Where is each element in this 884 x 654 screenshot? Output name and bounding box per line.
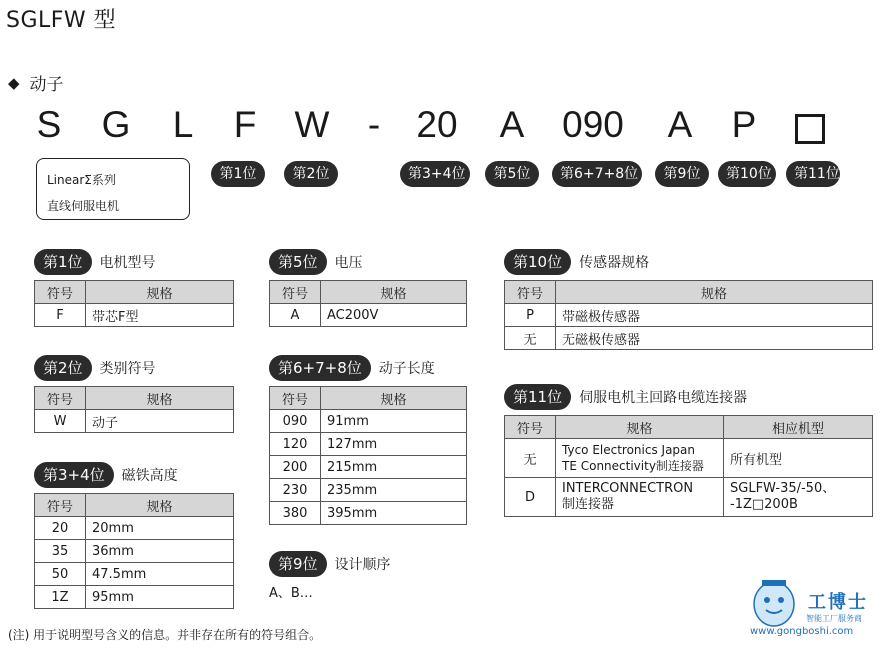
spec-table <box>269 280 467 327</box>
cell-spec <box>556 478 724 517</box>
model-char: A <box>499 104 525 145</box>
block-pill: 第11位 <box>504 384 571 410</box>
table-row <box>505 478 873 517</box>
cell-spec: 395mm <box>321 502 467 525</box>
cell-spec-line: INTERCONNECTRON <box>562 481 694 496</box>
block-pill: 第10位 <box>504 249 571 275</box>
block-pill: 第5位 <box>269 249 327 275</box>
block-pill: 第1位 <box>34 249 92 275</box>
cell-spec: 动子 <box>86 410 234 433</box>
block-title: 设计顺序 <box>334 557 391 573</box>
col-header-model: 相应机型 <box>724 416 873 439</box>
block-title: 动子长度 <box>378 361 435 377</box>
spec-table <box>504 415 873 517</box>
col-header-spec: 规格 <box>86 387 234 410</box>
table-row <box>270 479 467 502</box>
col-header-spec: 规格 <box>321 387 467 410</box>
block-position-3-4 <box>34 462 234 609</box>
table-row <box>35 304 234 327</box>
block-title: 磁铁高度 <box>121 468 178 484</box>
model-char: 090 <box>562 104 624 145</box>
cell-model <box>724 478 873 517</box>
col-header-symbol: 符号 <box>505 281 556 304</box>
cell-spec: 20mm <box>86 517 234 540</box>
logo-name: 工博士 <box>808 592 868 613</box>
block-pill: 第2位 <box>34 355 92 381</box>
cell-symbol: 200 <box>270 456 321 479</box>
block-pill: 第3+4位 <box>34 462 114 488</box>
table-row <box>505 304 873 327</box>
cell-symbol: 230 <box>270 479 321 502</box>
cell-spec: 95mm <box>86 586 234 609</box>
design-order-options: A、B… <box>269 586 313 601</box>
spec-table <box>34 280 234 327</box>
block-title: 传感器规格 <box>579 255 650 271</box>
col-header-symbol: 符号 <box>270 387 321 410</box>
model-char: P <box>731 104 757 145</box>
table-row <box>35 410 234 433</box>
cell-spec: 带磁极传感器 <box>556 304 873 327</box>
cell-spec: 235mm <box>321 479 467 502</box>
block-title: 类别符号 <box>99 361 156 377</box>
block-position-9 <box>269 551 391 601</box>
cell-spec-line: 制连接器 <box>562 497 615 512</box>
series-subtitle: 直线伺服电机 <box>47 199 120 213</box>
model-char: L <box>172 104 194 145</box>
block-position-1 <box>34 249 234 327</box>
spec-table <box>269 386 467 525</box>
logo-tagline: 智能工厂服务商 <box>806 614 862 623</box>
col-header-spec: 规格 <box>556 416 724 439</box>
cell-spec: 91mm <box>321 410 467 433</box>
model-char: S <box>36 104 62 145</box>
cell-symbol: 090 <box>270 410 321 433</box>
cell-symbol: 1Z <box>35 586 86 609</box>
position-pill-5: 第5位 <box>485 161 539 187</box>
mascot-logo-icon <box>748 576 800 632</box>
position-pill-2: 第2位 <box>284 161 338 187</box>
cell-model <box>724 439 873 478</box>
col-header-symbol: 符号 <box>35 494 86 517</box>
cell-spec: 215mm <box>321 456 467 479</box>
cell-spec-line: Tyco Electronics Japan <box>562 443 696 457</box>
cell-symbol: 无 <box>505 327 556 350</box>
col-header-spec: 规格 <box>556 281 873 304</box>
cell-symbol: 380 <box>270 502 321 525</box>
cell-symbol: 无 <box>505 439 556 478</box>
table-row <box>270 456 467 479</box>
cell-symbol: W <box>35 410 86 433</box>
block-position-11 <box>504 384 873 517</box>
block-title: 伺服电机主回路电缆连接器 <box>579 390 748 406</box>
cell-spec: 带芯F型 <box>86 304 234 327</box>
table-row <box>505 327 873 350</box>
section-title: 动子 <box>29 75 64 95</box>
block-position-6-8 <box>269 355 467 525</box>
series-name: LinearΣ系列 <box>47 173 116 187</box>
page-title: SGLFW 型 <box>6 8 117 33</box>
cell-symbol: 20 <box>35 517 86 540</box>
col-header-symbol: 符号 <box>505 416 556 439</box>
cell-model-line: 所有机型 <box>730 452 783 468</box>
cell-symbol: F <box>35 304 86 327</box>
section-heading <box>8 70 64 95</box>
spec-table <box>34 493 234 609</box>
model-char: W <box>294 104 330 145</box>
cell-symbol: 50 <box>35 563 86 586</box>
position-pill-3-4: 第3+4位 <box>400 161 470 187</box>
cell-symbol: P <box>505 304 556 327</box>
position-pill-11: 第11位 <box>786 161 840 187</box>
spec-table <box>34 386 234 433</box>
block-pill: 第6+7+8位 <box>269 355 371 381</box>
table-row <box>270 433 467 456</box>
cell-spec: AC200V <box>321 304 467 327</box>
cell-spec: 127mm <box>321 433 467 456</box>
cell-spec <box>556 439 724 478</box>
block-position-5 <box>269 249 467 327</box>
table-row <box>35 586 234 609</box>
block-position-10 <box>504 249 873 350</box>
cell-symbol: 120 <box>270 433 321 456</box>
model-char: F <box>233 104 257 145</box>
block-title: 电机型号 <box>99 255 156 271</box>
model-char: - <box>367 104 381 145</box>
cell-spec: 47.5mm <box>86 563 234 586</box>
col-header-spec: 规格 <box>86 281 234 304</box>
position-pill-10: 第10位 <box>718 161 776 187</box>
model-char: G <box>101 104 131 145</box>
placeholder-square-icon <box>795 114 825 144</box>
col-header-spec: 规格 <box>86 494 234 517</box>
series-description-box <box>36 158 190 220</box>
table-row <box>35 540 234 563</box>
table-row <box>270 410 467 433</box>
col-header-symbol: 符号 <box>270 281 321 304</box>
logo-url: www.gongboshi.com <box>750 626 854 637</box>
table-row <box>270 304 467 327</box>
col-header-symbol: 符号 <box>35 281 86 304</box>
position-pill-9: 第9位 <box>655 161 709 187</box>
block-position-2 <box>34 355 234 433</box>
table-row <box>35 517 234 540</box>
cell-spec: 无磁极传感器 <box>556 327 873 350</box>
table-row <box>505 439 873 478</box>
cell-spec-line: TE Connectivity制连接器 <box>562 459 704 473</box>
position-pill-1: 第1位 <box>211 161 265 187</box>
model-char: A <box>667 104 693 145</box>
cell-symbol: 35 <box>35 540 86 563</box>
footnote: (注) 用于说明型号含义的信息。并非存在所有的符号组合。 <box>8 628 322 642</box>
col-header-spec: 规格 <box>321 281 467 304</box>
cell-symbol: A <box>270 304 321 327</box>
cell-model-line: -1Z□200B <box>730 497 798 512</box>
diamond-bullet-icon: ◆ <box>8 73 20 92</box>
model-char: 20 <box>416 104 458 145</box>
block-title: 电压 <box>334 255 363 271</box>
cell-spec: 36mm <box>86 540 234 563</box>
cell-symbol: D <box>505 478 556 517</box>
table-row <box>270 502 467 525</box>
cell-model-line: SGLFW-35/-50、 <box>730 481 836 496</box>
spec-table <box>504 280 873 350</box>
table-row <box>35 563 234 586</box>
col-header-symbol: 符号 <box>35 387 86 410</box>
position-pill-6-8: 第6+7+8位 <box>552 161 642 187</box>
block-pill: 第9位 <box>269 551 327 577</box>
